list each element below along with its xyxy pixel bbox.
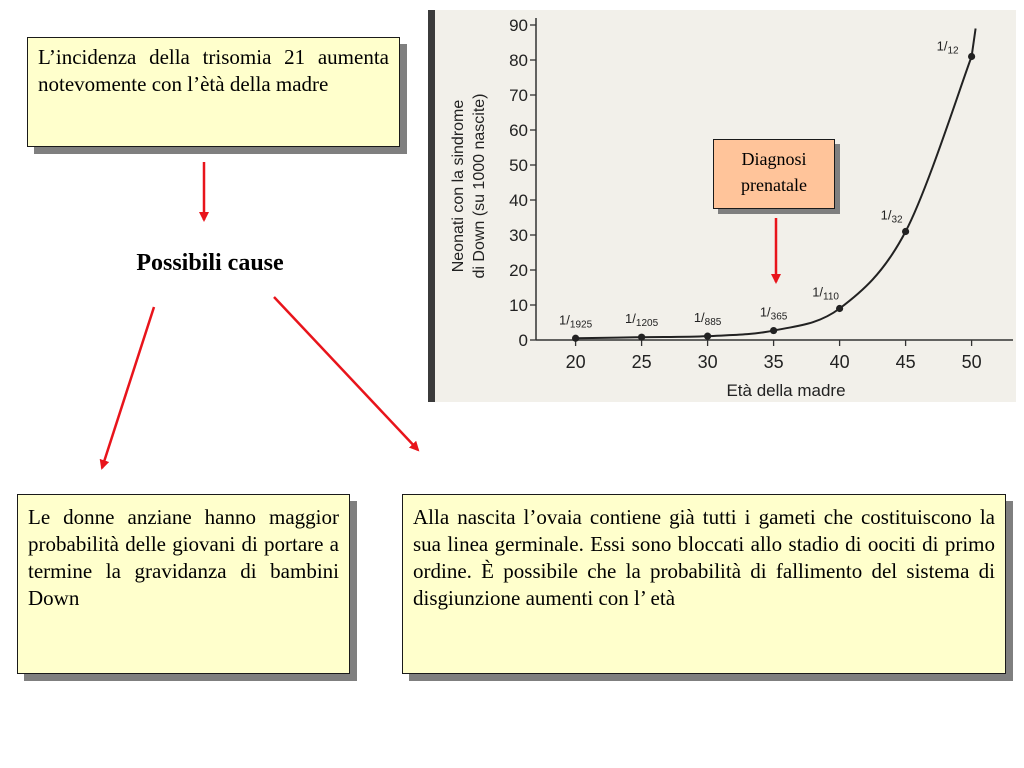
y-tick-label: 50 xyxy=(509,156,528,175)
arrow-to-left-cause xyxy=(102,307,154,468)
y-tick-label: 80 xyxy=(509,51,528,70)
y-tick-label: 60 xyxy=(509,121,528,140)
x-tick-label: 50 xyxy=(961,352,982,372)
data-point-label: $1/_{1205}$ xyxy=(625,311,659,330)
data-point-label: $1/_{365}$ xyxy=(759,304,788,323)
x-tick-label: 45 xyxy=(895,352,916,372)
data-point-label: $1/_{110}$ xyxy=(812,284,839,303)
arrow-to-right-cause xyxy=(274,297,418,450)
y-axis-label-line2: di Down (su 1000 nascite) xyxy=(471,93,488,279)
y-tick-label: 70 xyxy=(509,86,528,105)
x-tick-label: 35 xyxy=(763,352,784,372)
cause-older-women-text: Le donne anziane hanno maggior probabilità delle giovani di portare a termine la gravidanza di bambini Down xyxy=(28,505,339,610)
x-axis-label: Età della madre xyxy=(726,381,846,400)
data-point-label: $1/_{1925}$ xyxy=(559,312,593,331)
cause-ovary-text: Alla nascita l’ovaia contiene già tutti i gameti che costituiscono la sua linea germinale. Essi sono bloccati allo stadio di oociti di primo ordine. È possibile che la probabilità di fallimento del sistema di disgiunzione aumenti con l’ età xyxy=(413,505,995,610)
data-point-label: $1/_{885}$ xyxy=(693,310,722,329)
cause-older-women-box xyxy=(17,494,350,674)
data-point-label: $1/_{12}$ xyxy=(936,38,959,57)
x-tick-label: 30 xyxy=(697,352,718,372)
incidence-statement-text: L’incidenza della trisomia 21 aumenta notevomente con l’ètà della madre xyxy=(38,45,389,96)
x-tick-label: 20 xyxy=(565,352,586,372)
y-axis-label-line1: Neonati con la sindrome xyxy=(450,99,467,273)
y-tick-label: 20 xyxy=(509,261,528,280)
x-tick-label: 25 xyxy=(631,352,652,372)
y-tick-label: 40 xyxy=(509,191,528,210)
y-tick-label: 0 xyxy=(518,331,528,350)
data-point-label: $1/_{32}$ xyxy=(880,207,903,226)
y-tick-label: 90 xyxy=(509,16,528,35)
y-tick-label: 10 xyxy=(509,296,528,315)
x-tick-label: 40 xyxy=(829,352,850,372)
cause-ovary-box xyxy=(402,494,1006,674)
prenatal-diagnosis-callout: Diagnosi prenatale xyxy=(713,139,835,209)
possible-causes-heading: Possibili cause xyxy=(136,250,284,276)
y-tick-label: 30 xyxy=(509,226,528,245)
